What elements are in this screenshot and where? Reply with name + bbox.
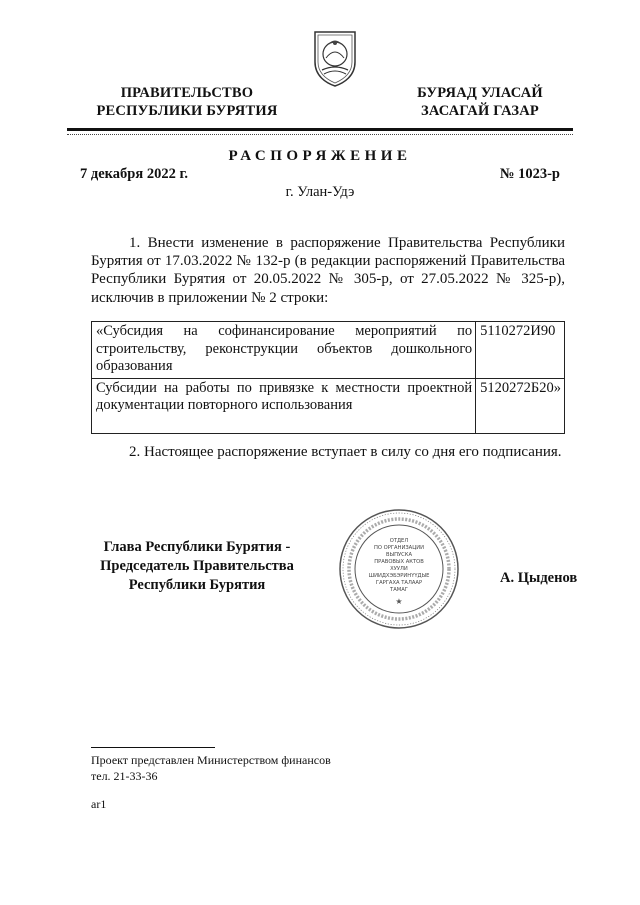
paragraph-2-text: 2. Настоящее распоряжение вступает в силу со дня его подписания. [129, 444, 562, 460]
official-seal-stamp [338, 508, 460, 630]
document-date: 7 декабря 2022 г. [80, 166, 189, 182]
paragraph-1 [91, 234, 565, 307]
stamp-line: ТАМАГ [390, 587, 408, 593]
header-left-line1: ПРАВИТЕЛЬСТВО [120, 85, 254, 101]
signer-title [88, 538, 306, 595]
excluded-rows-table [91, 321, 565, 434]
header-dotted-rule [67, 134, 573, 135]
stamp-line: ПО ОРГАНИЗАЦИИ [373, 545, 425, 551]
header-rule [67, 128, 573, 131]
document-number: № 1023-р [499, 166, 560, 182]
header-left [82, 84, 292, 120]
header-right-line2: ЗАСАГАЙ ГАЗАР [421, 103, 539, 119]
footer-line2: тел. 21-33-36 [91, 769, 158, 783]
stamp-line: ПРАВОВЫХ АКТОВ [374, 559, 424, 565]
paragraph-1-text: 1. Внести изменение в распоряжение Правительства Республики Бурятия от 17.03.2022 № 132-р (в редакции распоряжений Правительства Республики Бурятия от 20.05.2022 № 305-р, от 27.05.2022 № 325-р), исключив в приложении № 2 строки: [91, 235, 565, 306]
table-row [92, 378, 565, 433]
table-cell-name: «Субсидия на софинансирование мероприятий по строительству, реконструкции объектов дошкольного образования [92, 322, 476, 379]
stamp-line: ШИИДХЭБЭРИНҮҮДЫЕ [368, 573, 430, 579]
header-left-line2: РЕСПУБЛИКИ БУРЯТИЯ [96, 103, 278, 119]
stamp-line: ГАРГАХА ТАЛААР [375, 580, 423, 586]
footnote-rule [91, 747, 215, 748]
document-title: РАСПОРЯЖЕНИЕ [228, 148, 412, 164]
header-right-line1: БУРЯАД УЛАСАЙ [417, 85, 543, 101]
stamp-line: ОТДЕЛ [389, 538, 409, 544]
coat-of-arms-emblem [310, 28, 360, 88]
table-row [92, 322, 565, 379]
header-right [395, 84, 565, 120]
signer-title-line2: Председатель Правительства [100, 558, 294, 574]
signer-title-line3: Республики Бурятия [128, 577, 266, 593]
table-cell-code: 5110272И90 [476, 322, 565, 379]
footer-line1: Проект представлен Министерством финансов [91, 753, 331, 767]
signer-name: А. Цыденов [500, 570, 578, 586]
stamp-line: ХУУЛИ [390, 566, 408, 572]
table-cell-code: 5120272Б20» [476, 378, 565, 433]
table-cell-name: Субсидии на работы по привязке к местности проектной документации повторного использования [92, 378, 476, 433]
stamp-line: ВЫПУСКА [385, 552, 413, 558]
signer-title-line1: Глава Республики Бурятия - [103, 539, 291, 555]
paragraph-2 [91, 443, 565, 461]
svg-text:★: ★ [395, 597, 403, 606]
document-city: г. Улан-Удэ [285, 184, 355, 200]
footer-code: ar1 [91, 797, 107, 811]
